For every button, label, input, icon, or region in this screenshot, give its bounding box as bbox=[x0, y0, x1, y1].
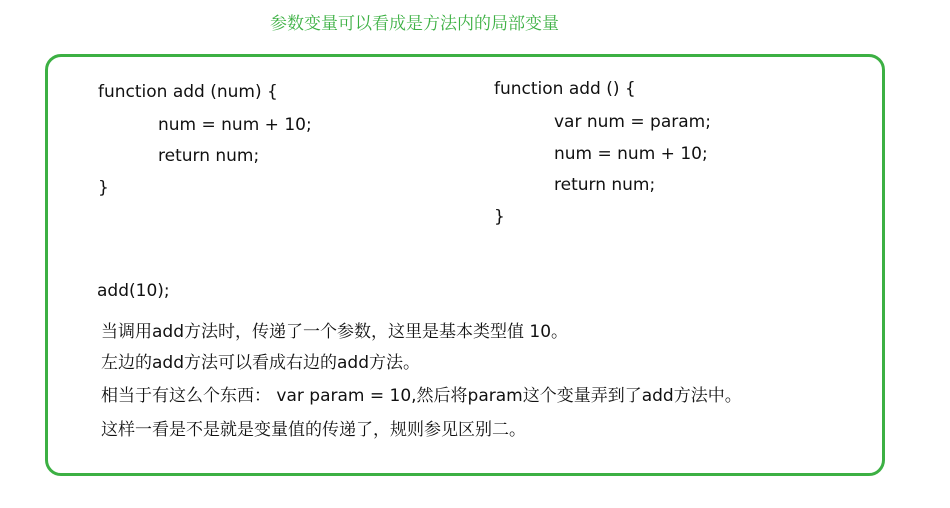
explanation-line-1: 当调用add方法时，传递了一个参数，这里是基本类型值 10。 bbox=[101, 322, 569, 342]
function-call: add(10); bbox=[97, 281, 170, 301]
right-code-line-4: return num; bbox=[554, 175, 656, 195]
explanation-line-3: 相当于有这么个东西： var param = 10,然后将param这个变量弄到了add方法中。 bbox=[101, 386, 742, 406]
diagram-title: 参数变量可以看成是方法内的局部变量 bbox=[270, 14, 559, 34]
right-code-line-1: function add () { bbox=[494, 79, 636, 99]
left-code-line-3: return num; bbox=[158, 146, 260, 166]
right-code-line-5: } bbox=[494, 207, 505, 227]
right-code-line-3: num = num + 10; bbox=[554, 144, 708, 164]
left-code-line-1: function add (num) { bbox=[98, 82, 278, 102]
right-code-line-2: var num = param; bbox=[554, 112, 711, 132]
explanation-line-4: 这样一看是不是就是变量值的传递了，规则参见区别二。 bbox=[101, 420, 526, 440]
left-code-line-4: } bbox=[98, 178, 109, 198]
left-code-line-2: num = num + 10; bbox=[158, 115, 312, 135]
explanation-line-2: 左边的add方法可以看成右边的add方法。 bbox=[101, 353, 420, 373]
